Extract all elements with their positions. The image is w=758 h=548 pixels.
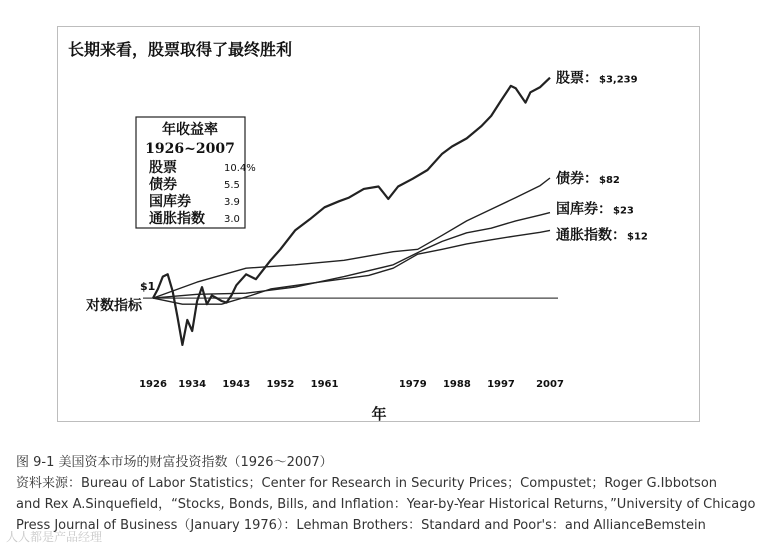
returns-row-label-4: 通胀指数 [149,211,205,227]
chart-title: 长期来看，股票取得了最终胜利 [68,40,293,59]
series-label-3: 国库券： [556,201,612,218]
x-tick-1926: 1926 [139,379,167,390]
series-end-value-4: $12 [627,231,648,243]
series-label-2: 债券： [556,170,598,187]
returns-row-value-4: 3.0 [224,214,240,225]
chart-svg [58,27,701,423]
caption-line-4: Press Journal of Business（January 1976）：Lehman Brothers：Standard and Poor's：and AllianceBemstein [16,518,706,533]
series-end-value-3: $23 [613,205,634,217]
watermark-logo: 人人都是产品经理 [6,530,103,544]
x-tick-1952: 1952 [266,379,295,390]
returns-table-period: 1926~2007 [145,141,235,157]
start-value-label: $1 [140,280,156,294]
series-label-1: 股票： [556,70,598,87]
caption-line-2: 资料来源：Bureau of Labor Statistics；Center for Research in Security Prices；Compustet；Roger G.Ibbotson [16,476,718,491]
returns-row-label-2: 债券 [149,177,177,193]
caption-line-1: 图 9-1 美国资本市场的财富投资指数（1926～2007） [16,455,333,470]
returns-row-value-3: 3.9 [224,197,240,208]
x-tick-2007: 2007 [536,379,564,390]
series-line-4 [153,230,550,304]
x-tick-1997: 1997 [487,379,515,390]
x-tick-1961: 1961 [310,379,339,390]
returns-table-title: 年收益率 [162,122,218,138]
x-tick-1943: 1943 [222,379,251,390]
series-end-value-1: $3,239 [599,74,638,86]
x-tick-1988: 1988 [442,379,471,390]
returns-row-value-2: 5.5 [224,180,240,191]
series-label-4: 通胀指数： [556,227,626,244]
returns-row-value-1: 10.4% [224,163,256,174]
figure-caption [16,452,756,536]
chart-figure [57,26,700,422]
x-axis-label: 年 [371,405,387,423]
caption-line-3: and Rex A.Sinquefield，“Stocks, Bonds, Bills, and Inflation：Year-by-Year Historical Returns，”University of Chicago [16,497,756,512]
x-tick-1979: 1979 [398,379,427,390]
x-tick-1934: 1934 [178,379,207,390]
series-end-value-2: $82 [599,174,620,186]
returns-row-label-3: 国库券 [149,194,191,210]
y-axis-label: 对数指标 [86,298,142,315]
returns-row-label-1: 股票 [149,160,177,176]
